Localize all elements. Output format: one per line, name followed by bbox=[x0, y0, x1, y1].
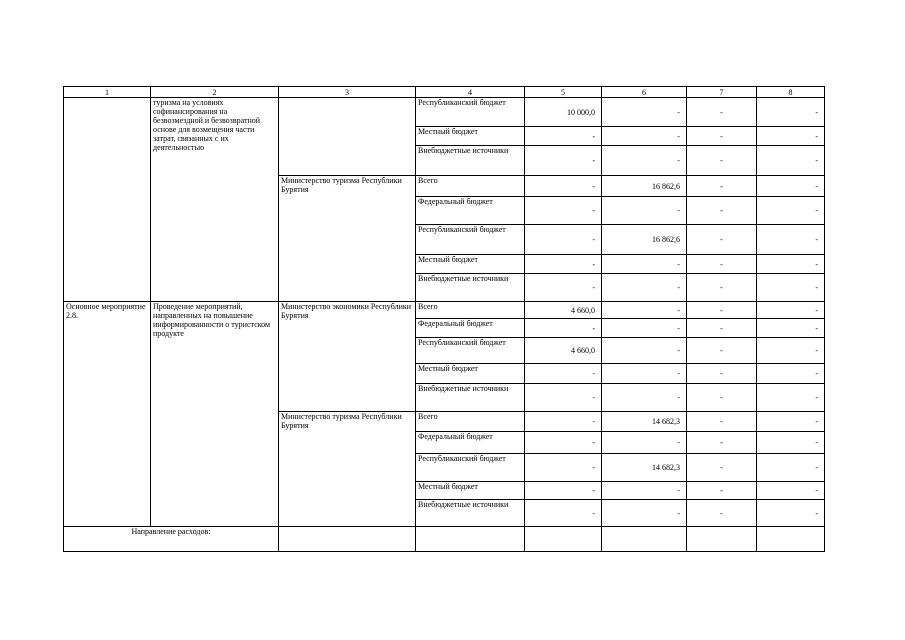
value-cell: - bbox=[757, 98, 825, 127]
empty-cell bbox=[687, 527, 757, 552]
value-cell: - bbox=[757, 319, 825, 338]
table-row bbox=[64, 98, 825, 127]
empty-cell bbox=[416, 527, 525, 552]
value-cell: - bbox=[687, 302, 757, 319]
value-cell: - bbox=[602, 98, 687, 127]
value-cell: - bbox=[757, 302, 825, 319]
value-cell: - bbox=[602, 432, 687, 454]
value-cell: - bbox=[525, 412, 602, 432]
ministry-cell bbox=[279, 98, 416, 176]
funding-source: Местный бюджет bbox=[416, 127, 525, 146]
ministry-cell: Министерство туризма Республики Бурятия bbox=[279, 176, 416, 302]
budget-table bbox=[63, 86, 825, 552]
funding-source: Внебюджетные источники bbox=[416, 274, 525, 302]
value-cell: - bbox=[525, 364, 602, 384]
value-cell: - bbox=[757, 364, 825, 384]
empty-cell bbox=[525, 527, 602, 552]
value-cell: - bbox=[687, 432, 757, 454]
value-cell: - bbox=[525, 225, 602, 255]
value-cell: - bbox=[525, 176, 602, 197]
column-header: 2 bbox=[151, 87, 279, 98]
value-cell: - bbox=[602, 146, 687, 176]
value-cell: - bbox=[525, 146, 602, 176]
value-cell: - bbox=[602, 384, 687, 412]
column-header: 4 bbox=[416, 87, 525, 98]
value-cell: 14 682,3 bbox=[602, 412, 687, 432]
column-header: 6 bbox=[602, 87, 687, 98]
value-cell: - bbox=[757, 225, 825, 255]
value-cell: 16 862,6 bbox=[602, 225, 687, 255]
value-cell: - bbox=[602, 482, 687, 500]
value-cell: - bbox=[757, 197, 825, 225]
column-header: 1 bbox=[64, 87, 151, 98]
value-cell: - bbox=[602, 319, 687, 338]
value-cell: - bbox=[757, 384, 825, 412]
value-cell: - bbox=[602, 274, 687, 302]
value-cell: - bbox=[757, 338, 825, 364]
funding-source: Всего bbox=[416, 302, 525, 319]
value-cell: - bbox=[687, 274, 757, 302]
value-cell: - bbox=[687, 384, 757, 412]
value-cell: - bbox=[687, 319, 757, 338]
value-cell: 10 000,0 bbox=[525, 98, 602, 127]
value-cell: - bbox=[687, 482, 757, 500]
value-cell: - bbox=[687, 146, 757, 176]
funding-source: Федеральный бюджет bbox=[416, 432, 525, 454]
funding-source: Внебюджетные источники bbox=[416, 146, 525, 176]
column-header: 3 bbox=[279, 87, 416, 98]
funding-source: Всего bbox=[416, 412, 525, 432]
value-cell: - bbox=[602, 197, 687, 225]
funding-source: Местный бюджет bbox=[416, 364, 525, 384]
empty-cell bbox=[279, 527, 416, 552]
value-cell: - bbox=[602, 500, 687, 527]
measure-description-cell: Проведение мероприятий, направленных на повышение информированности о туристском продукте bbox=[151, 302, 279, 527]
value-cell: 14 682,3 bbox=[602, 454, 687, 482]
empty-cell bbox=[757, 527, 825, 552]
value-cell: - bbox=[602, 364, 687, 384]
expense-direction-label: Направление расходов: bbox=[64, 527, 279, 552]
value-cell: - bbox=[687, 255, 757, 274]
empty-cell bbox=[602, 527, 687, 552]
funding-source: Республиканский бюджет bbox=[416, 454, 525, 482]
value-cell: - bbox=[602, 302, 687, 319]
value-cell: - bbox=[687, 98, 757, 127]
value-cell: - bbox=[757, 432, 825, 454]
funding-source: Внебюджетные источники bbox=[416, 384, 525, 412]
ministry-cell: Министерство туризма Республики Бурятия bbox=[279, 412, 416, 527]
value-cell: - bbox=[602, 338, 687, 364]
value-cell: - bbox=[525, 482, 602, 500]
value-cell: 4 660,0 bbox=[525, 338, 602, 364]
column-header: 8 bbox=[757, 87, 825, 98]
value-cell: - bbox=[687, 364, 757, 384]
funding-source: Республиканский бюджет bbox=[416, 98, 525, 127]
value-cell: - bbox=[525, 255, 602, 274]
value-cell: - bbox=[687, 197, 757, 225]
value-cell: - bbox=[602, 127, 687, 146]
value-cell: - bbox=[687, 454, 757, 482]
value-cell: - bbox=[687, 500, 757, 527]
funding-source: Республиканский бюджет bbox=[416, 338, 525, 364]
value-cell: - bbox=[525, 500, 602, 527]
value-cell: - bbox=[687, 225, 757, 255]
value-cell: - bbox=[525, 319, 602, 338]
funding-source: Местный бюджет bbox=[416, 255, 525, 274]
column-header: 5 bbox=[525, 87, 602, 98]
value-cell: - bbox=[525, 274, 602, 302]
value-cell: - bbox=[525, 384, 602, 412]
value-cell: - bbox=[757, 454, 825, 482]
funding-source: Местный бюджет bbox=[416, 482, 525, 500]
value-cell: 4 660,0 bbox=[525, 302, 602, 319]
value-cell: - bbox=[525, 432, 602, 454]
value-cell: - bbox=[687, 127, 757, 146]
value-cell: - bbox=[687, 176, 757, 197]
funding-source: Всего bbox=[416, 176, 525, 197]
value-cell: - bbox=[757, 176, 825, 197]
funding-source: Федеральный бюджет bbox=[416, 319, 525, 338]
value-cell: - bbox=[525, 454, 602, 482]
measure-label-cell: Основное мероприятие 2.8. bbox=[64, 302, 151, 527]
value-cell: - bbox=[757, 255, 825, 274]
ministry-cell: Министерство экономики Республики Бурятия bbox=[279, 302, 416, 412]
measure-description-cell: туризма на условиях софинансирования на безвозмездной и безвозвратной основе для возмещения части затрат, связанных с их деятельностью bbox=[151, 98, 279, 302]
value-cell: - bbox=[757, 500, 825, 527]
value-cell: 16 862,6 bbox=[602, 176, 687, 197]
measure-label-cell bbox=[64, 98, 151, 302]
value-cell: - bbox=[602, 255, 687, 274]
value-cell: - bbox=[757, 412, 825, 432]
value-cell: - bbox=[687, 338, 757, 364]
value-cell: - bbox=[757, 482, 825, 500]
value-cell: - bbox=[757, 127, 825, 146]
value-cell: - bbox=[687, 412, 757, 432]
funding-source: Федеральный бюджет bbox=[416, 197, 525, 225]
value-cell: - bbox=[757, 274, 825, 302]
value-cell: - bbox=[525, 197, 602, 225]
value-cell: - bbox=[525, 127, 602, 146]
table-row bbox=[64, 527, 825, 552]
funding-source: Внебюджетные источники bbox=[416, 500, 525, 527]
funding-source: Республиканский бюджет bbox=[416, 225, 525, 255]
value-cell: - bbox=[757, 146, 825, 176]
table-row bbox=[64, 302, 825, 319]
column-header: 7 bbox=[687, 87, 757, 98]
column-number-row bbox=[64, 87, 825, 98]
